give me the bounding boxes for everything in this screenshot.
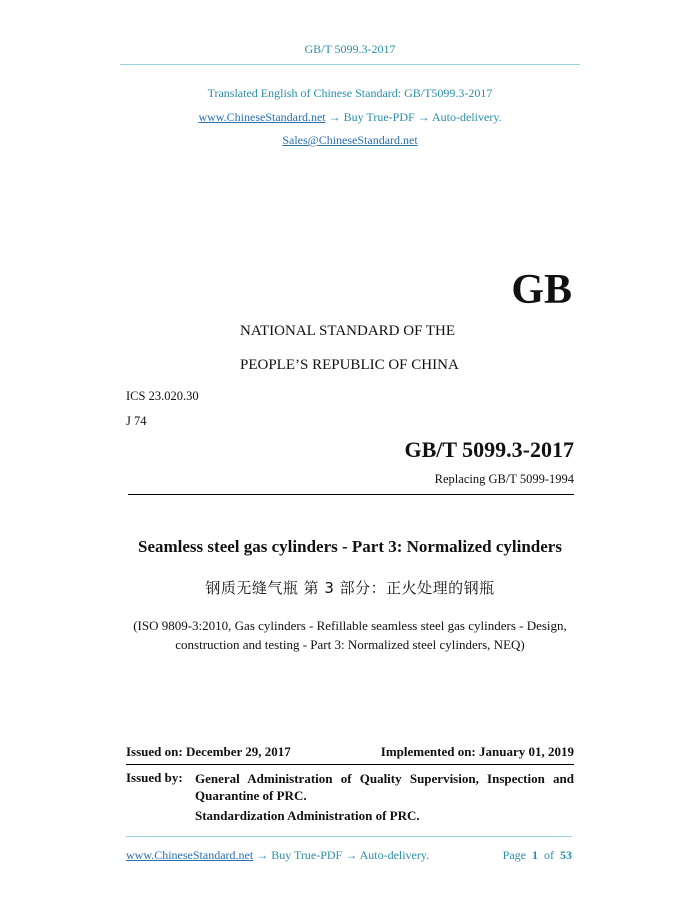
translation-notice-line: Translated English of Chinese Standard: GB/T5099.3-2017 (207, 86, 493, 100)
footer-site-link[interactable]: www.ChineseStandard.net (126, 848, 254, 862)
page-label: Page (502, 848, 526, 862)
chinese-title: 钢质无缝气瓶 第 3 部分：正火处理的钢瓶 (205, 579, 495, 597)
national-standard-line-1: NATIONAL STANDARD OF THE (240, 323, 456, 339)
sales-email-link[interactable]: Sales@ChineseStandard.net (282, 133, 418, 147)
issuing-authority-2: Standardization Administration of PRC. (195, 808, 420, 823)
page-current: 1 (532, 848, 538, 862)
purchase-notice-text: → Buy True-PDF → Auto-delivery. (325, 110, 502, 124)
ccs-code: J 74 (126, 414, 147, 428)
national-standard-line-2: PEOPLE’S REPUBLIC OF CHINA (240, 357, 459, 373)
issued-on-date: Issued on: December 29, 2017 (126, 744, 291, 759)
implemented-on-date: Implemented on: January 01, 2019 (380, 744, 574, 759)
page-of: of (544, 848, 554, 862)
header-standard-code: GB/T 5099.3-2017 (304, 42, 396, 56)
page-indicator (503, 848, 572, 863)
footer-divider (126, 836, 572, 837)
english-title: Seamless steel gas cylinders - Part 3: Normalized cylinders (138, 537, 562, 556)
issued-by-label: Issued by: (126, 770, 183, 785)
replacing-standard: Replacing GB/T 5099-1994 (434, 472, 574, 486)
page-total: 53 (560, 848, 572, 862)
footer-purchase-text: → Buy True-PDF → Auto-delivery. (253, 848, 430, 862)
footer-purchase-line (126, 848, 429, 863)
title-divider (128, 494, 574, 495)
dates-divider (126, 764, 574, 765)
chinesestandard-link[interactable]: www.ChineseStandard.net (198, 110, 326, 124)
purchase-notice-line (0, 110, 700, 125)
standard-code: GB/T 5099.3-2017 (404, 437, 574, 462)
header-divider (120, 64, 580, 65)
issuing-authority-1: General Administration of Quality Supervision, Inspection and Quarantine of PRC. (195, 771, 574, 803)
ics-code: ICS 23.020.30 (126, 389, 199, 403)
gb-logo: GB (511, 267, 572, 313)
email-line (0, 133, 700, 148)
iso-reference: (ISO 9809-3:2010, Gas cylinders - Refillable seamless steel gas cylinders - Design, construction and testing - Part 3: Normalized steel cylinders, NEQ) (133, 618, 567, 652)
